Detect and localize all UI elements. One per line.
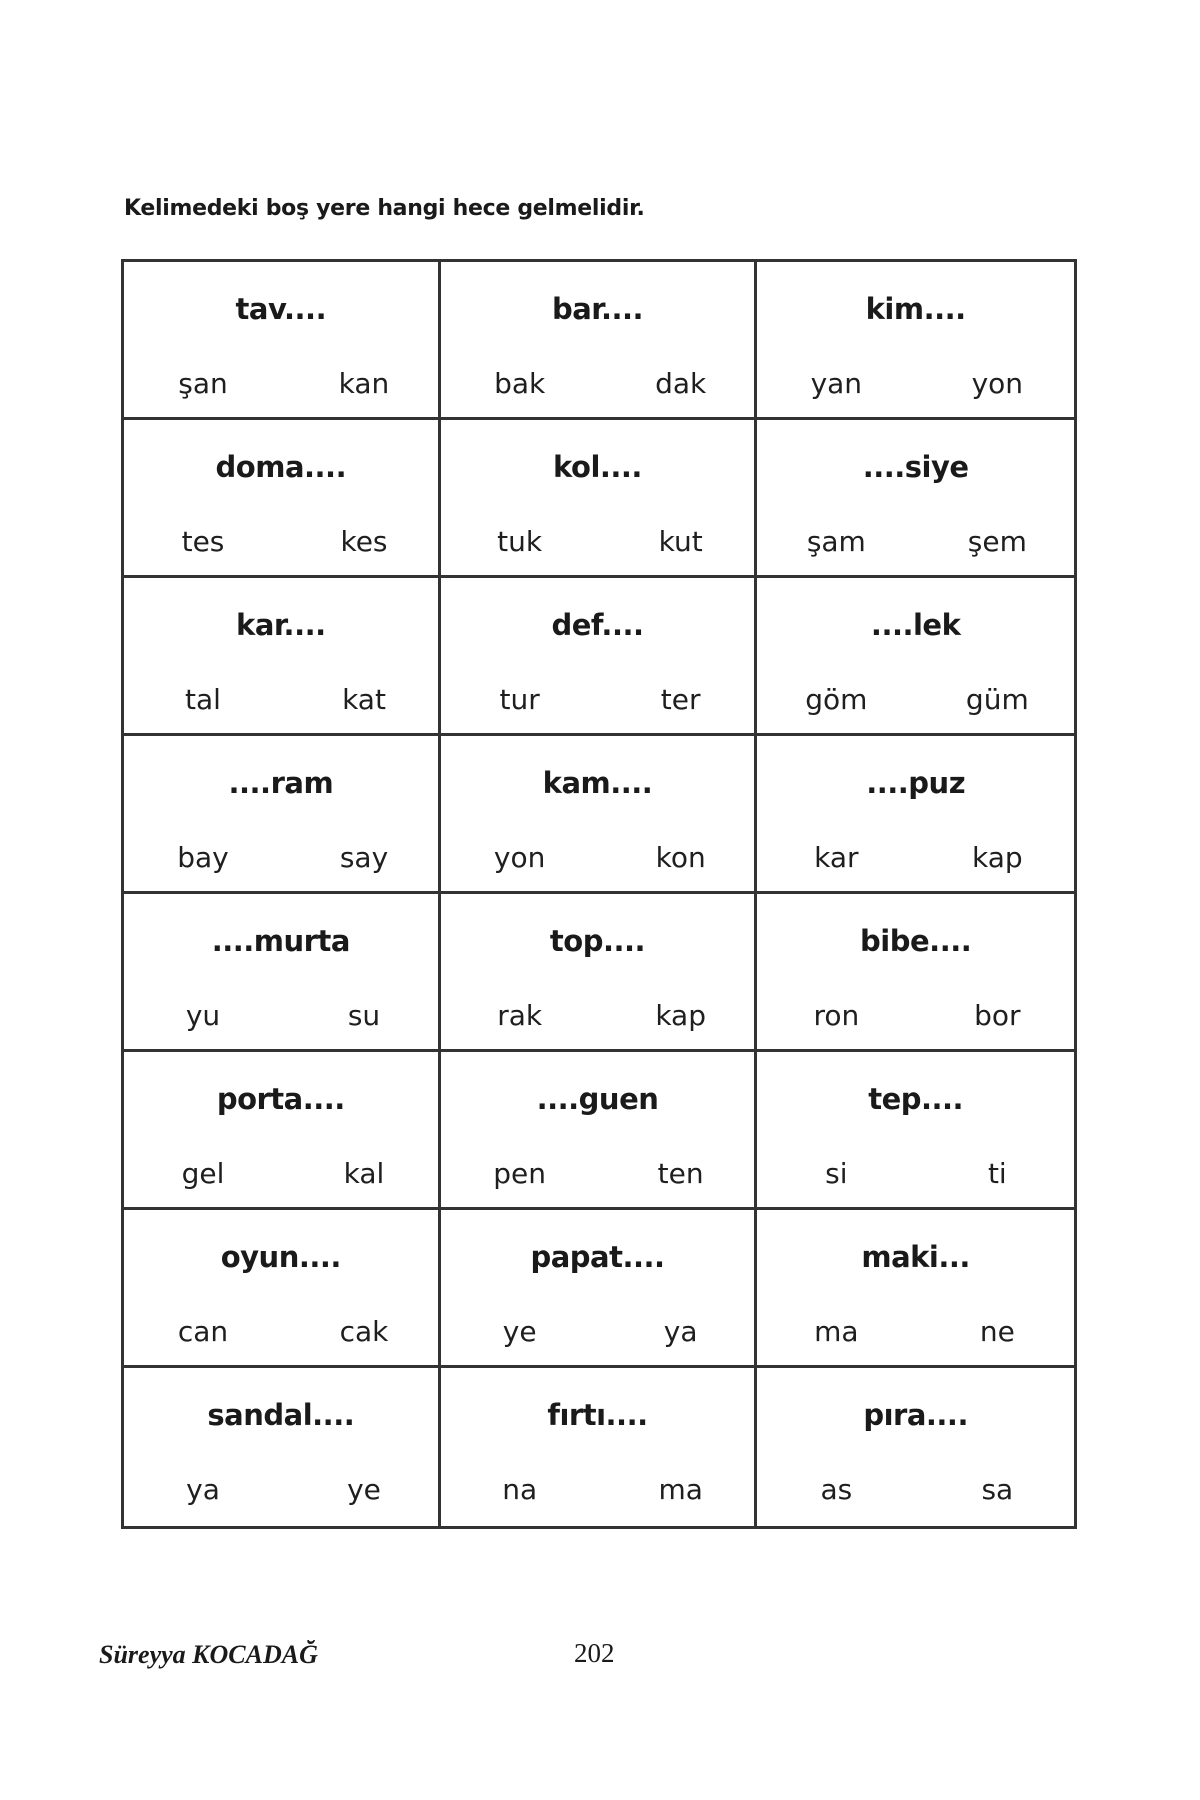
- incomplete-word: def....: [551, 608, 644, 642]
- syllable-option-left: yu: [185, 999, 221, 1032]
- exercise-cell: [124, 420, 441, 578]
- syllable-option-right: kal: [343, 1157, 385, 1190]
- syllable-option-left: kar: [814, 841, 859, 874]
- exercise-cell: [124, 1210, 441, 1368]
- incomplete-word: kim....: [865, 292, 966, 326]
- exercise-cell: [441, 894, 758, 1052]
- syllable-grid: [121, 259, 1077, 1529]
- author-name: Süreyya KOCADAĞ: [99, 1640, 318, 1669]
- syllable-option-left: bak: [494, 367, 546, 400]
- exercise-cell: [757, 1210, 1074, 1368]
- exercise-cell: [441, 1368, 758, 1526]
- incomplete-word: bar....: [551, 292, 644, 326]
- incomplete-word: porta....: [216, 1082, 345, 1116]
- incomplete-word: ....ram: [228, 766, 334, 800]
- syllable-option-right: güm: [965, 683, 1029, 716]
- incomplete-word: kar....: [236, 608, 326, 642]
- instruction-text: Kelimedeki boş yere hangi hece gelmelidir.: [124, 196, 645, 221]
- syllable-option-left: ye: [502, 1315, 537, 1348]
- syllable-option-left: tal: [185, 683, 221, 716]
- page-number: 202: [574, 1638, 615, 1668]
- exercise-cell: [757, 894, 1074, 1052]
- syllable-option-right: kon: [655, 841, 706, 874]
- syllable-option-left: yon: [493, 841, 546, 874]
- syllable-option-left: tur: [499, 683, 540, 716]
- exercise-cell: [441, 262, 758, 420]
- syllable-option-left: yan: [810, 367, 863, 400]
- syllable-option-right: ter: [660, 683, 701, 716]
- syllable-option-right: bor: [974, 999, 1021, 1032]
- syllable-option-right: ti: [987, 1157, 1007, 1190]
- syllable-option-left: rak: [497, 999, 543, 1032]
- syllable-option-right: sa: [981, 1473, 1014, 1506]
- exercise-cell: [124, 894, 441, 1052]
- incomplete-word: oyun....: [220, 1240, 341, 1274]
- syllable-option-left: can: [177, 1315, 229, 1348]
- incomplete-word: papat....: [530, 1240, 665, 1274]
- syllable-option-right: kat: [342, 683, 386, 716]
- incomplete-word: kol....: [553, 450, 642, 484]
- syllable-option-right: kap: [655, 999, 706, 1032]
- exercise-cell: [124, 736, 441, 894]
- syllable-option-left: si: [825, 1157, 848, 1190]
- incomplete-word: ....murta: [211, 924, 350, 958]
- incomplete-word: tep....: [868, 1082, 964, 1116]
- incomplete-word: doma....: [215, 450, 347, 484]
- incomplete-word: fırtı....: [547, 1398, 648, 1432]
- syllable-option-left: şam: [806, 525, 866, 558]
- exercise-cell: [757, 1052, 1074, 1210]
- exercise-cell: [441, 1210, 758, 1368]
- syllable-option-right: kes: [340, 525, 388, 558]
- exercise-cell: [757, 736, 1074, 894]
- syllable-option-right: yon: [971, 367, 1024, 400]
- syllable-option-right: dak: [655, 367, 707, 400]
- exercise-cell: [124, 1368, 441, 1526]
- syllable-option-left: pen: [493, 1157, 547, 1190]
- incomplete-word: sandal....: [207, 1398, 355, 1432]
- incomplete-word: maki...: [861, 1240, 970, 1274]
- syllable-option-right: şem: [967, 525, 1027, 558]
- syllable-option-left: şan: [178, 367, 228, 400]
- syllable-option-left: ya: [186, 1473, 220, 1506]
- exercise-cell: [441, 736, 758, 894]
- incomplete-word: top....: [549, 924, 646, 958]
- exercise-cell: [441, 420, 758, 578]
- syllable-option-right: kan: [338, 367, 390, 400]
- incomplete-word: ....guen: [536, 1082, 659, 1116]
- syllable-option-left: ron: [813, 999, 860, 1032]
- syllable-option-left: tes: [181, 525, 225, 558]
- syllable-option-left: na: [502, 1473, 538, 1506]
- exercise-cell: [124, 262, 441, 420]
- exercise-cell: [757, 262, 1074, 420]
- syllable-option-right: ya: [663, 1315, 698, 1348]
- syllable-option-left: tuk: [497, 525, 543, 558]
- syllable-option-left: gel: [181, 1157, 225, 1190]
- syllable-option-right: kut: [658, 525, 703, 558]
- syllable-option-right: cak: [339, 1315, 389, 1348]
- syllable-option-right: ten: [657, 1157, 704, 1190]
- exercise-cell: [124, 1052, 441, 1210]
- incomplete-word: tav....: [235, 292, 327, 326]
- incomplete-word: bibe....: [860, 924, 972, 958]
- syllable-option-right: ma: [658, 1473, 703, 1506]
- exercise-cell: [124, 578, 441, 736]
- syllable-option-right: ne: [979, 1315, 1015, 1348]
- syllable-option-left: bay: [177, 841, 229, 874]
- syllable-option-right: say: [339, 841, 389, 874]
- incomplete-word: pıra....: [863, 1398, 968, 1432]
- syllable-option-left: göm: [805, 683, 868, 716]
- syllable-option-left: ma: [814, 1315, 859, 1348]
- incomplete-word: ....lek: [870, 608, 961, 642]
- syllable-option-right: kap: [972, 841, 1023, 874]
- syllable-option-right: su: [347, 999, 381, 1032]
- incomplete-word: ....puz: [866, 766, 966, 800]
- incomplete-word: kam....: [542, 766, 653, 800]
- syllable-option-right: ye: [347, 1473, 381, 1506]
- incomplete-word: ....siye: [862, 450, 969, 484]
- syllable-option-left: as: [820, 1473, 853, 1506]
- exercise-cell: [757, 1368, 1074, 1526]
- exercise-cell: [757, 420, 1074, 578]
- exercise-cell: [757, 578, 1074, 736]
- exercise-cell: [441, 578, 758, 736]
- exercise-cell: [441, 1052, 758, 1210]
